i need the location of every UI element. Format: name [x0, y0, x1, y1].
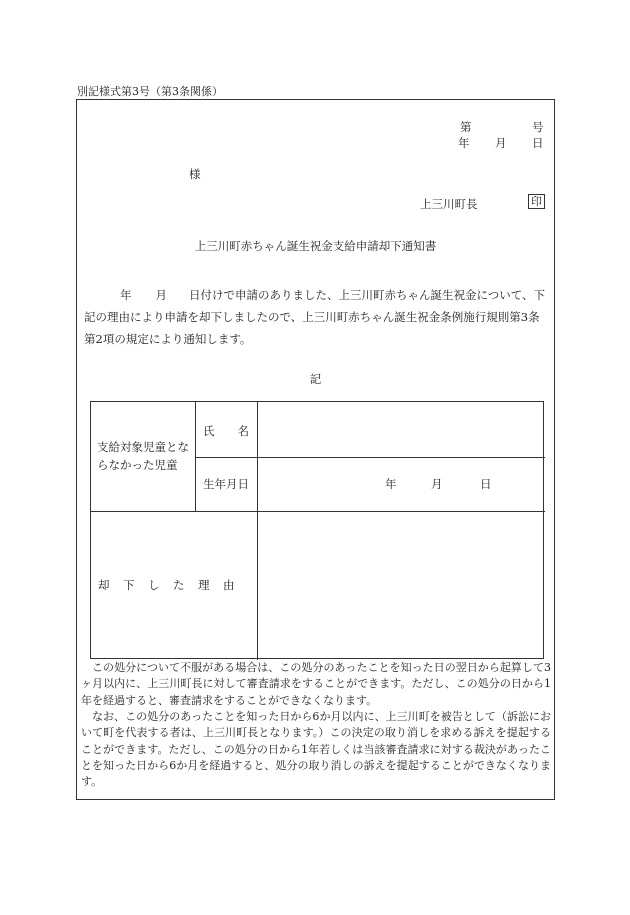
- date-tsuki: 月: [495, 136, 507, 150]
- issuer-name: 上三川町長: [420, 197, 478, 211]
- birth-tsuki: 月: [431, 477, 443, 491]
- body-date-nen: 年: [120, 288, 132, 302]
- details-table: [90, 401, 544, 659]
- name-label: 氏 名: [203, 424, 249, 438]
- birth-hi: 日: [480, 477, 492, 491]
- document-frame: [76, 99, 555, 800]
- document-title: 上三川町赤ちゃん誕生祝金支給申請却下通知書: [194, 239, 437, 253]
- group-label-line-1: 支給対象児童とな: [97, 440, 189, 454]
- body-date-tsuki: 月: [155, 288, 167, 302]
- birth-nen: 年: [385, 477, 397, 491]
- number-go: 号: [532, 120, 544, 134]
- addressee-sama: 様: [189, 167, 201, 181]
- body-paragraph: [84, 284, 548, 350]
- reason-label: 却 下 し た 理 由: [98, 578, 236, 592]
- date-hi: 日: [532, 136, 544, 150]
- birthdate-label: 生年月日: [203, 477, 249, 491]
- body-line-1: 日付けで申請のありました、上三川町赤ちゃん誕生祝金について、下: [189, 288, 546, 302]
- notice-paragraph-2: なお、この処分のあったことを知った日から6か月以内に、上三川町を被告として（訴訟において町を代表する者は、上三川町長となります。）この決定の取り消しを求める訴えを提起することができます。ただし、この処分の日から1年若しくは当該審査請求に対する裁決があったことを知った日から6か月を経過すると、処分の取り消しの訴えを提起することができなくなります。: [81, 710, 551, 789]
- date-nen: 年: [458, 136, 470, 150]
- notice-paragraph-1: この処分について不服がある場合は、この処分のあったことを知った日の翌日から起算して3ヶ月以内に、上三川町長に対して審査請求をすることができます。ただし、この処分の日から1年を経過すると、審査請求をすることができなくなります。: [81, 661, 551, 707]
- group-label-line-2: らなかった児童: [97, 458, 178, 472]
- ki-heading: 記: [309, 372, 322, 386]
- seal-stamp: 印: [528, 194, 545, 209]
- form-number: 別記様式第3号（第3条関係）: [77, 85, 223, 98]
- body-line-2: 記の理由により申請を却下しましたので、上三川町赤ちゃん誕生祝金条例施行規則第3条: [84, 310, 540, 324]
- number-dai: 第: [460, 120, 472, 134]
- body-line-3: 第2項の規定により通知します。: [84, 332, 252, 346]
